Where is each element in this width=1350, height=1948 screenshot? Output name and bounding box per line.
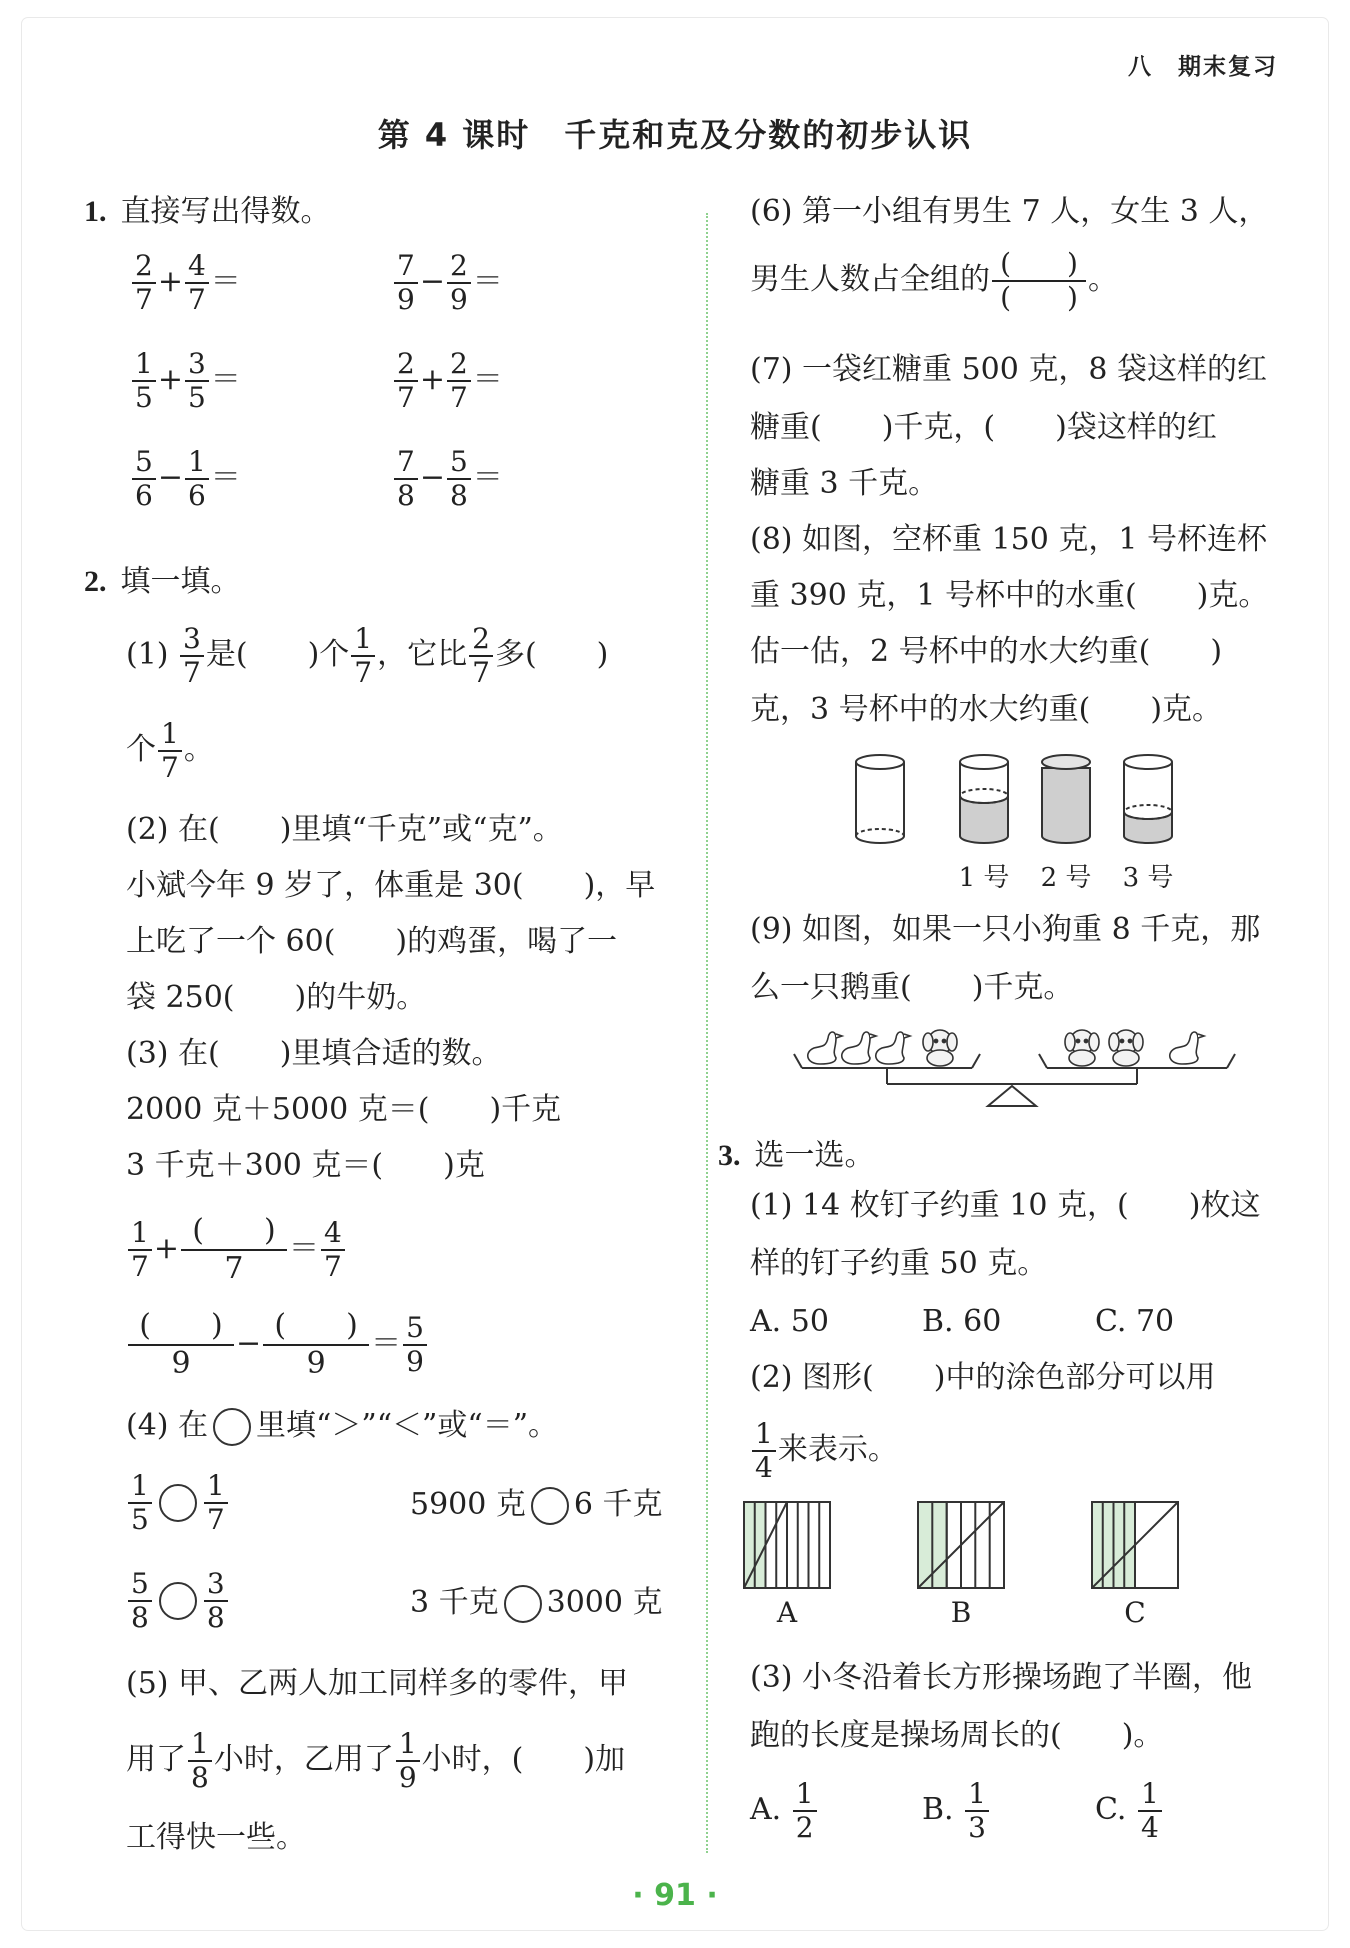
q3-1-line1: (1) 14 枚钉子约重 10 克，( )枚这 bbox=[750, 1188, 1261, 1223]
q2-8-line3: 估一估，2 号杯中的水大约重( ) bbox=[750, 634, 1223, 669]
q2-8-line1: (8) 如图，空杯重 150 克，1 号杯连杯 bbox=[750, 522, 1267, 557]
q3-1-option-b[interactable]: B. 60 bbox=[922, 1304, 1002, 1339]
column-divider bbox=[706, 213, 708, 1853]
compare-circle-icon[interactable] bbox=[159, 1484, 197, 1522]
cups-figure bbox=[852, 748, 1212, 898]
compare-circle-icon[interactable] bbox=[531, 1487, 569, 1525]
page-number: · 91 · bbox=[632, 1878, 718, 1913]
figure-b[interactable] bbox=[918, 1502, 1004, 1588]
q2-2-line2: 小斌今年 9 岁了，体重是 30( )，早 bbox=[126, 868, 656, 903]
q3-3-option-c[interactable]: C. $\frac{1}{4}$ bbox=[1095, 1778, 1164, 1844]
q1-item-6: $\frac{7}{8}$ − $\frac{5}{8}$ ＝ bbox=[392, 446, 503, 512]
q3-1-line2: 样的钉子约重 50 克。 bbox=[750, 1246, 1048, 1281]
q2-9-line2: 么一只鹅重( )千克。 bbox=[750, 970, 1074, 1005]
figure-label: C bbox=[1124, 1596, 1146, 1628]
q3-3-line1: (3) 小冬沿着长方形操场跑了半圈，他 bbox=[750, 1660, 1253, 1695]
q2-4-c1: $\frac{1}{5}$ $\frac{1}{7}$ bbox=[126, 1470, 230, 1536]
cup-label: 1 号 bbox=[958, 863, 1010, 893]
q2-2-line3: 上吃了一个 60( )的鸡蛋，喝了一 bbox=[126, 924, 618, 959]
empty-cup-icon bbox=[856, 755, 904, 843]
q3-3-option-a[interactable]: A. $\frac{1}{2}$ bbox=[750, 1778, 819, 1844]
goose-icon bbox=[808, 1032, 842, 1064]
q1-item-3: $\frac{1}{5}$ + $\frac{3}{5}$ ＝ bbox=[130, 348, 241, 414]
q2-3-line2: 2000 克＋5000 克＝( )千克 bbox=[126, 1092, 562, 1127]
q3-number: 3. bbox=[718, 1139, 741, 1172]
q3-1-option-c[interactable]: C. 70 bbox=[1095, 1304, 1175, 1339]
q2-8-line4: 克，3 号杯中的水大约重( )克。 bbox=[750, 692, 1223, 727]
q3-2-line2: $\frac{1}{4}$ 来表示。 bbox=[750, 1418, 898, 1484]
q2-3-eq2: $\frac{( )}{9}$ − $\frac{( )}{9}$ ＝ $\frac{5}{9}$ bbox=[126, 1308, 429, 1382]
q2-4-c2: 5900 克 6 千克 bbox=[410, 1485, 663, 1525]
q2-5-line3: 工得快一些。 bbox=[126, 1820, 306, 1855]
dog-icon bbox=[1109, 1030, 1143, 1066]
q2-8-line2: 重 390 克，1 号杯中的水重( )克。 bbox=[750, 578, 1269, 613]
q2-4-c3: $\frac{5}{8}$ $\frac{3}{8}$ bbox=[126, 1568, 230, 1634]
q2-6-line2: 男生人数占全组的 $\frac{( )}{( )}$ 。 bbox=[750, 247, 1118, 314]
q3-3-option-b[interactable]: B. $\frac{1}{3}$ bbox=[922, 1778, 991, 1844]
q1-item-2: $\frac{7}{9}$ − $\frac{2}{9}$ ＝ bbox=[392, 250, 503, 316]
q2-heading bbox=[84, 556, 241, 600]
q3-heading bbox=[718, 1130, 875, 1174]
q2-title: 填一填。 bbox=[120, 564, 241, 599]
q2-7-line3: 糖重 3 千克。 bbox=[750, 466, 939, 501]
cup-1-icon bbox=[960, 755, 1008, 843]
q1-item-1: $\frac{2}{7}$ + $\frac{4}{7}$ ＝ bbox=[130, 250, 241, 316]
compare-circle-icon[interactable] bbox=[504, 1585, 542, 1623]
cup-2-icon bbox=[1042, 755, 1090, 843]
q2-3-line1: (3) 在( )里填合适的数。 bbox=[126, 1036, 502, 1071]
dog-icon bbox=[1065, 1030, 1099, 1066]
q2-number: 2. bbox=[84, 565, 107, 598]
q1-item-4: $\frac{2}{7}$ + $\frac{2}{7}$ ＝ bbox=[392, 348, 503, 414]
figure-c[interactable] bbox=[1092, 1502, 1178, 1588]
q2-3-line3: 3 千克＋300 克＝( )克 bbox=[126, 1148, 485, 1183]
q2-4-line1: (4) 在 里填“＞”“＜”或“＝”。 bbox=[126, 1406, 558, 1446]
cup-label: 2 号 bbox=[1040, 863, 1092, 893]
q2-5-line2: 用了 $\frac{1}{8}$ 小时，乙用了 $\frac{1}{9}$ 小时，( )加 bbox=[126, 1727, 626, 1794]
cup-3-icon bbox=[1124, 755, 1172, 843]
goose-icon bbox=[842, 1032, 876, 1064]
figure-label: A bbox=[776, 1596, 798, 1628]
figure-a[interactable] bbox=[744, 1502, 830, 1588]
goose-icon bbox=[1170, 1032, 1204, 1064]
q2-4-c4: 3 千克 3000 克 bbox=[410, 1583, 663, 1623]
q1-title: 直接写出得数。 bbox=[120, 194, 331, 229]
q2-2-line4: 袋 250( )的牛奶。 bbox=[126, 980, 427, 1015]
q3-2-line1: (2) 图形( )中的涂色部分可以用 bbox=[750, 1360, 1216, 1395]
q2-7-line1: (7) 一袋红糖重 500 克，8 袋这样的红 bbox=[750, 352, 1267, 387]
q2-1-line1: (1) $\frac{3}{7}$ 是( )个 $\frac{1}{7}$ ，它比 $\frac{2}{7}$ 多( ) bbox=[126, 622, 609, 689]
dog-icon bbox=[923, 1030, 957, 1066]
figure-label: B bbox=[950, 1596, 972, 1628]
q3-1-option-a[interactable]: A. 50 bbox=[750, 1304, 829, 1339]
section-header: 八 期末复习 bbox=[1128, 54, 1278, 80]
compare-circle-icon[interactable] bbox=[159, 1582, 197, 1620]
cup-label: 3 号 bbox=[1122, 863, 1174, 893]
q2-7-line2: 糖重( )千克，( )袋这样的红 bbox=[750, 410, 1217, 445]
q2-5-line1: (5) 甲、乙两人加工同样多的零件，甲 bbox=[126, 1666, 629, 1701]
shaded-figures bbox=[740, 1498, 1210, 1628]
compare-circle-icon bbox=[213, 1408, 251, 1446]
q1-number: 1. bbox=[84, 195, 107, 228]
q3-3-line2: 跑的长度是操场周长的( )。 bbox=[750, 1718, 1164, 1753]
q1-heading bbox=[84, 186, 331, 230]
balance-figure bbox=[792, 1008, 1252, 1118]
q2-1-line2: 个 $\frac{1}{7}$ 。 bbox=[126, 717, 214, 784]
q1-item-5: $\frac{5}{6}$ − $\frac{1}{6}$ ＝ bbox=[130, 446, 241, 512]
q2-6-line1: (6) 第一小组有男生 7 人，女生 3 人， bbox=[750, 194, 1269, 229]
page bbox=[22, 18, 1328, 1930]
q2-9-line1: (9) 如图，如果一只小狗重 8 千克，那 bbox=[750, 912, 1261, 947]
goose-icon bbox=[876, 1032, 910, 1064]
q2-2-line1: (2) 在( )里填“千克”或“克”。 bbox=[126, 812, 563, 847]
q2-3-eq1: $\frac{1}{7}$ + $\frac{( )}{7}$ ＝ $\frac{4}{7}$ bbox=[126, 1213, 347, 1287]
page-title: 第 4 课时 千克和克及分数的初步认识 bbox=[377, 116, 973, 154]
q3-title: 选一选。 bbox=[754, 1138, 875, 1173]
